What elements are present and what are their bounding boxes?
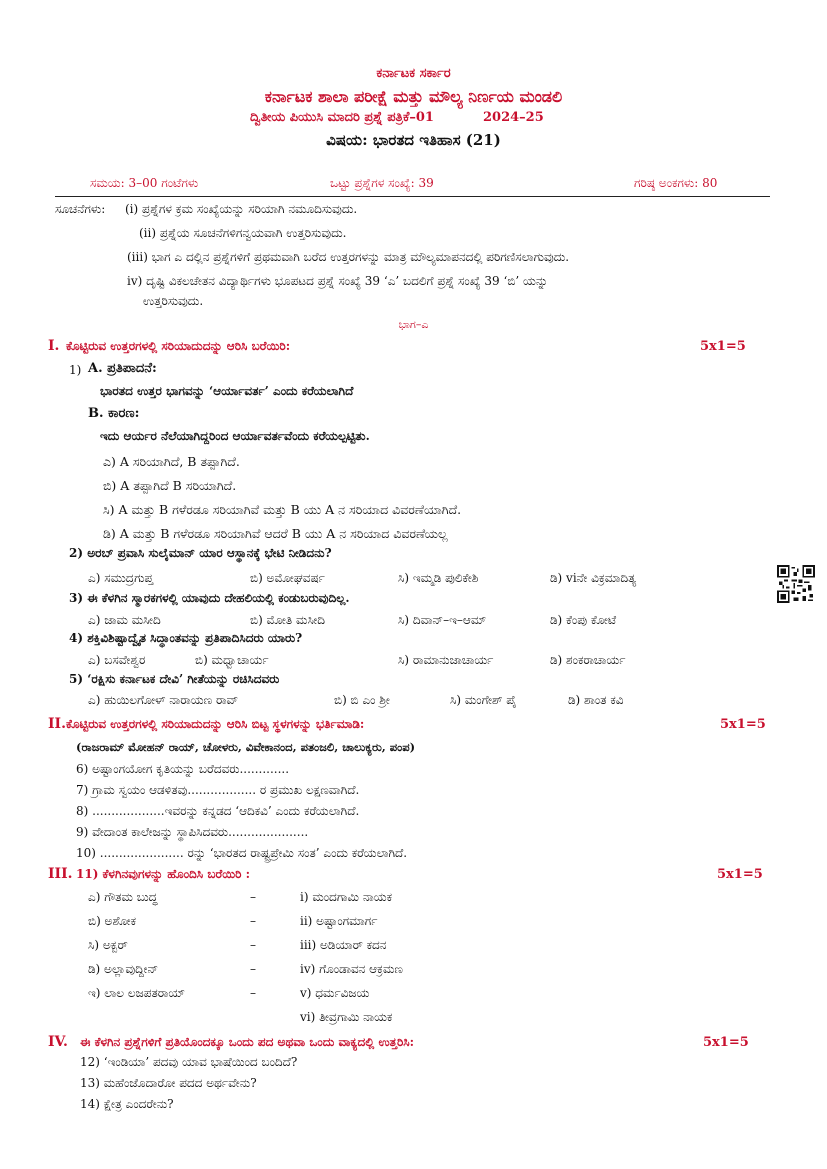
match-right-item: iv) ಗೊಂಡಾವನ ಆಕ್ರಮಣ — [300, 962, 403, 976]
answer-option: ಸಿ) ರಾಮಾನುಜಾಚಾರ್ಯ — [398, 653, 494, 667]
answer-option: ಬಿ) ಅಮೋಘವರ್ಷ — [250, 571, 325, 585]
max-marks: ಗರಿಷ್ಠ ಅಂಕಗಳು: 80 — [634, 176, 718, 190]
fill-question: 7) ಗ್ರಾಮ ಸ್ವಯಂ ಆಡಳಿತವು.................. ರ ಪ್ರಮುಖ ಲಕ್ಷಣವಾಗಿದೆ. — [76, 783, 360, 797]
instruction-item: ಉತ್ತರಿಸುವುದು. — [143, 294, 204, 308]
paper-title: ದ್ವಿತೀಯ ಪಿಯುಸಿ ಮಾದರಿ ಪ್ರಶ್ನೆ ಪತ್ರಿಕೆ–01 — [250, 110, 434, 125]
question-text: 4) ಶಕ್ತಿವಿಶಿಷ್ಟಾದ್ವೈತ ಸಿದ್ಧಾಂತವನ್ನು ಪ್ರತಿಪಾದಿಸಿದರು ಯಾರು? — [69, 631, 303, 645]
question-number: 1) — [69, 363, 82, 377]
answer-option: ಎ) ಜಾಮ ಮಸೀದಿ — [88, 613, 161, 627]
match-dash: – — [250, 938, 256, 952]
answer-option: ಎ) ಸಮುದ್ರಗುಪ್ತ — [88, 571, 154, 585]
answer-option: ಸಿ) ಮಂಗೇಶ್ ಪೈ — [450, 693, 517, 707]
fill-options: (ರಾಜರಾಮ್ ಮೋಹನ್ ರಾಯ್, ಚೋಳರು, ವಿವೇಕಾನಂದ, ಪತಂಜಲಿ, ಚಾಲುಕ್ಯರು, ಪಂಪ) — [76, 740, 416, 754]
answer-option: ಎ) A ಸರಿಯಾಗಿದೆ, B ತಪ್ಪಾಗಿದೆ. — [103, 454, 240, 469]
answer-option: ಡಿ) viನೇ ವಿಕ್ರಮಾದಿತ್ಯ — [550, 571, 637, 585]
question-text: 2) ಅರಬ್ ಪ್ರವಾಸಿ ಸುಲೈಮಾನ್ ಯಾರ ಆಸ್ಥಾನಕ್ಕೆ ಭೇಟಿ ನೀಡಿದನು? — [69, 546, 332, 560]
question-text: 3) ಈ ಕೆಳಗಿನ ಸ್ಮಾರಕಗಳಲ್ಲಿ ಯಾವುದು ದೇಹಲಿಯಲ್ಲಿ ಕಂಡುಬರುವುದಿಲ್ಲ. — [69, 591, 350, 605]
answer-option: ಎ) ಬಸವೇಶ್ವರ — [88, 653, 146, 667]
section-title: ಕೊಟ್ಟಿರುವ ಉತ್ತರಗಳಲ್ಲಿ ಸರಿಯಾದುದನ್ನು ಆರಿಸಿ ಬಿಟ್ಟ ಸ್ಥಳಗಳನ್ನು ಭರ್ತಿಮಾಡಿ: — [66, 717, 365, 731]
instruction-item: (i) ಪ್ರಶ್ನೆಗಳ ಕ್ರಮ ಸಂಖ್ಯೆಯನ್ನು ಸರಿಯಾಗಿ ನಮೂದಿಸುವುದು. — [125, 202, 358, 216]
match-dash: – — [250, 986, 256, 1000]
section-number: II. — [48, 716, 66, 732]
instructions-label: ಸೂಚನೆಗಳು: — [55, 202, 106, 216]
assertion-text: ಭಾರತದ ಉತ್ತರ ಭಾಗವನ್ನು ‘ಆರ್ಯಾವರ್ತ’ ಎಂದು ಕರೆಯಲಾಗಿದೆ — [100, 384, 354, 398]
answer-option: ಬಿ) ಮಧ್ವಾಚಾರ್ಯ — [195, 653, 269, 667]
header-divider — [55, 196, 770, 197]
instruction-item: (iii) ಭಾಗ ಎ ದಲ್ಲಿನ ಪ್ರಶ್ನೆಗಳಿಗೆ ಪ್ರಥಮವಾಗಿ ಬರೆದ ಉತ್ತರಗಳನ್ನು ಮಾತ್ರ ಮೌಲ್ಯಮಾಪನದಲ್ಲಿ ಪರಿಗಣಿಸಲಾಗುವುದು. — [127, 250, 570, 264]
question-text: 5) ‘ರಕ್ಷಿಸು ಕರ್ನಾಟಕ ದೇವಿ’ ಗೀತೆಯನ್ನು ರಚಿಸಿದವರು — [69, 672, 280, 686]
answer-option: ಬಿ) ಬಿ ಎಂ ಶ್ರೀ — [334, 693, 390, 707]
answer-option: ಡಿ) A ಮತ್ತು B ಗಳೆರಡೂ ಸರಿಯಾಗಿವೆ ಆದರೆ B ಯು A ನ ಸರಿಯಾದ ವಿವರಣೆಯಲ್ಲ — [103, 526, 448, 541]
instruction-item: (ii) ಪ್ರಶ್ನೆಯ ಸೂಚನೆಗಳಿಗನ್ವಯವಾಗಿ ಉತ್ತರಿಸುವುದು. — [139, 226, 347, 240]
part-label: ಭಾಗ–ಎ — [398, 318, 429, 331]
match-right-item: ii) ಅಷ್ಟಾಂಗಮಾರ್ಗ — [300, 914, 378, 928]
total-questions: ಒಟ್ಟು ಪ್ರಶ್ನೆಗಳ ಸಂಖ್ಯೆ: 39 — [330, 176, 434, 190]
academic-year: 2024–25 — [483, 110, 544, 125]
qr-code-icon — [777, 565, 815, 603]
short-question: 14) ಕ್ಷೇತ್ರ ಎಂದರೇನು? — [80, 1097, 174, 1111]
fill-question: 9) ವೇದಾಂತ ಕಾಲೇಜನ್ನು ಸ್ಥಾಪಿಸಿದವರು..................... — [76, 825, 309, 839]
section-marks: 5x1=5 — [717, 867, 763, 882]
answer-option: ಡಿ) ಕೆಂಪು ಕೋಟೆ — [550, 613, 617, 627]
assertion-label: A. ಪ್ರತಿಪಾದನೆ: — [88, 361, 157, 376]
match-right-item: v) ಧರ್ಮವಿಜಯ — [300, 986, 370, 1000]
fill-question: 6) ಅಷ್ಟಾಂಗಯೋಗ ಕೃತಿಯನ್ನು ಬರೆದವರು............. — [76, 762, 290, 776]
match-dash: – — [250, 914, 256, 928]
answer-option: ಎ) ಹುಯಿಲಗೋಳ್ ನಾರಾಯಣ ರಾವ್ — [88, 693, 239, 707]
match-dash: – — [250, 962, 256, 976]
answer-option: ಸಿ) ಇಮ್ಮಡಿ ಪುಲಿಕೇಶಿ — [398, 571, 479, 585]
reason-text: ಇದು ಆರ್ಯರ ನೆಲೆಯಾಗಿದ್ದರಿಂದ ಆರ್ಯಾವರ್ತವೆಂದು ಕರೆಯಲ್ಪಟ್ಟಿತು. — [100, 429, 370, 443]
section-title: ಕೊಟ್ಟಿರುವ ಉತ್ತರಗಳಲ್ಲಿ ಸರಿಯಾದುದನ್ನು ಆರಿಸಿ ಬರೆಯಿರಿ: — [66, 339, 291, 353]
match-right-item: vi) ತೀವ್ರಗಾಮಿ ನಾಯಕ — [300, 1010, 393, 1024]
answer-option: ಸಿ) A ಮತ್ತು B ಗಳೆರಡೂ ಸರಿಯಾಗಿವೆ ಮತ್ತು B ಯು A ನ ಸರಿಯಾದ ವಿವರಣೆಯಾಗಿದೆ. — [103, 502, 462, 517]
section-number: III. — [48, 866, 73, 882]
answer-option: ಡಿ) ಶಾಂತ ಕವಿ — [568, 693, 624, 707]
match-left-item: ಇ) ಲಾಲ ಲಜಪತರಾಯ್ — [88, 986, 186, 1000]
match-left-item: ಬಿ) ಅಶೋಕ — [88, 914, 137, 928]
fill-question: 10) ...................... ರನ್ನು ‘ಭಾರತದ ರಾಷ್ಟ್ರಪ್ರೇಮಿ ಸಂತ’ ಎಂದು ಕರೆಯಲಾಗಿದೆ. — [76, 846, 408, 860]
match-dash: – — [250, 890, 256, 904]
match-left-item: ಸಿ) ಅಕ್ಬರ್ — [88, 938, 128, 952]
section-number: I. — [48, 338, 60, 354]
section-number: IV. — [48, 1034, 68, 1050]
match-right-item: iii) ಅಡಿಯಾರ್ ಕದನ — [300, 938, 387, 952]
answer-option: ಡಿ) ಶಂಕರಾಚಾರ್ಯ — [550, 653, 626, 667]
answer-option: ಬಿ) A ತಪ್ಪಾಗಿದೆ B ಸರಿಯಾಗಿದೆ. — [103, 478, 237, 493]
match-left-item: ಡಿ) ಅಲ್ಲಾವುದ್ದೀನ್ — [88, 962, 159, 976]
match-left-item: ಎ) ಗೌತಮ ಬುದ್ಧ — [88, 890, 158, 904]
reason-label: B. ಕಾರಣ: — [88, 406, 140, 421]
match-right-item: i) ಮಂದಗಾಮಿ ನಾಯಕ — [300, 890, 392, 904]
section-marks: 5x1=5 — [720, 717, 766, 732]
short-question: 13) ಮಹೆಂಜೊದಾರೋ ಪದದ ಅರ್ಥವೇನು? — [80, 1076, 257, 1090]
answer-option: ಬಿ) ಮೋತಿ ಮಸೀದಿ — [250, 613, 326, 627]
section-title: ಈ ಕೆಳಗಿನ ಪ್ರಶ್ನೆಗಳಿಗೆ ಪ್ರತಿಯೊಂದಕ್ಕೂ ಒಂದು ಪದ ಅಥವಾ ಒಂದು ವಾಕ್ಯದಲ್ಲಿ ಉತ್ತರಿಸಿ: — [80, 1035, 415, 1049]
instruction-item: iv) ದೃಷ್ಟಿ ವಿಕಲಚೇತನ ವಿದ್ಯಾರ್ಥಿಗಳು ಭೂಪಟದ ಪ್ರಶ್ನೆ ಸಂಖ್ಯೆ 39 ‘ಎ’ ಬದಲಿಗೆ ಪ್ರಶ್ನೆ ಸಂಖ್ಯೆ 39 ‘ಬಿ’ ಯನ್ನು — [127, 274, 548, 288]
short-question: 12) ‘ಇಂಡಿಯಾ’ ಪದವು ಯಾವ ಭಾಷೆಯಿಂದ ಬಂದಿದೆ? — [80, 1055, 298, 1069]
section-marks: 5x1=5 — [703, 1035, 749, 1050]
section-marks: 5x1=5 — [700, 339, 746, 354]
subject-title: ವಿಷಯ: ಭಾರತದ ಇತಿಹಾಸ (21) — [326, 131, 501, 149]
board-title: ಕರ್ನಾಟಕ ಶಾಲಾ ಪರೀಕ್ಷೆ ಮತ್ತು ಮೌಲ್ಯ ನಿರ್ಣಯ ಮಂಡಲಿ — [264, 87, 563, 106]
exam-time: ಸಮಯ: 3–00 ಗಂಟೆಗಳು — [90, 176, 199, 190]
section-title: 11) ಕೆಳಗಿನವುಗಳನ್ನು ಹೊಂದಿಸಿ ಬರೆಯಿರಿ : — [76, 867, 251, 881]
answer-option: ಸಿ) ದಿವಾನ್–ಇ–ಆಮ್ — [398, 613, 487, 627]
government-title: ಕರ್ನಾಟಕ ಸರ್ಕಾರ — [376, 66, 451, 81]
fill-question: 8) ...................ಇವರನ್ನು ಕನ್ನಡದ ‘ಆದಿಕವಿ’ ಎಂದು ಕರೆಯಲಾಗಿದೆ. — [76, 804, 360, 818]
